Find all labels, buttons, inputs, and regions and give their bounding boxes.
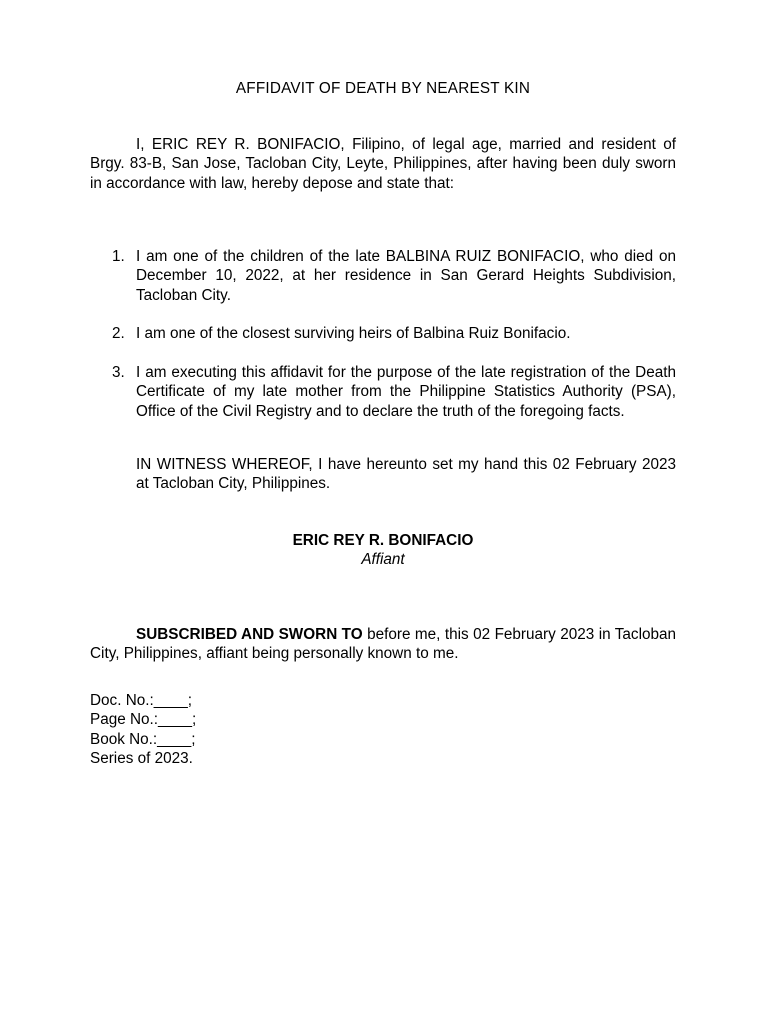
statement-number: 1.: [112, 248, 125, 265]
statement-number: 3.: [112, 364, 125, 382]
statement-number: 2.: [112, 325, 125, 343]
book-number-line: Book No.:____;: [90, 730, 196, 748]
witness-paragraph: IN WITNESS WHEREOF, I have hereunto set my hand this 02 February 2023 at Tacloban City, Philippines.: [136, 456, 676, 493]
statement-text: I am executing this affidavit for the purpose of the late registration of the Death Certificate of my late mother from the Philippine Statistics Authority (PSA), Office of the Civil Registry and to declare the truth of the foregoing facts.: [136, 364, 676, 420]
affidavit-page: [90, 0, 676, 1024]
notarial-records: [90, 691, 390, 768]
jurat-paragraph: [90, 625, 676, 664]
statement-text: I am one of the closest surviving heirs of Balbina Ruiz Bonifacio.: [136, 325, 571, 343]
statement-item-2: [90, 324, 676, 343]
affiant-role: Affiant: [361, 551, 405, 568]
intro-paragraph: I, ERIC REY R. BONIFACIO, Filipino, of legal age, married and resident of Brgy. 83-B, San Jose, Tacloban City, Leyte, Philippines, after having been duly sworn in accordance with law, hereby depose and state that:: [90, 136, 676, 192]
statement-item-1: [90, 247, 676, 305]
jurat-bold-lead: SUBSCRIBED AND SWORN TO: [136, 626, 363, 643]
statement-list: [90, 247, 676, 441]
affiant-name: ERIC REY R. BONIFACIO: [292, 532, 474, 549]
page-number-line: Page No.:____;: [90, 711, 197, 729]
jurat-text: before me, this 02 February 2023 in Tacloban City, Philippines, affiant being personally known to me.: [90, 626, 677, 663]
statement-item-3: [90, 363, 676, 421]
doc-number-line: Doc. No.:____;: [90, 692, 193, 709]
document-title: AFFIDAVIT OF DEATH BY NEAREST KIN: [235, 80, 531, 97]
statement-text: I am one of the children of the late BALBINA RUIZ BONIFACIO, who died on December 10, 2022, at her residence in San Gerard Heights Subdivision, Tacloban City.: [136, 248, 676, 304]
series-line: Series of 2023.: [90, 749, 193, 767]
